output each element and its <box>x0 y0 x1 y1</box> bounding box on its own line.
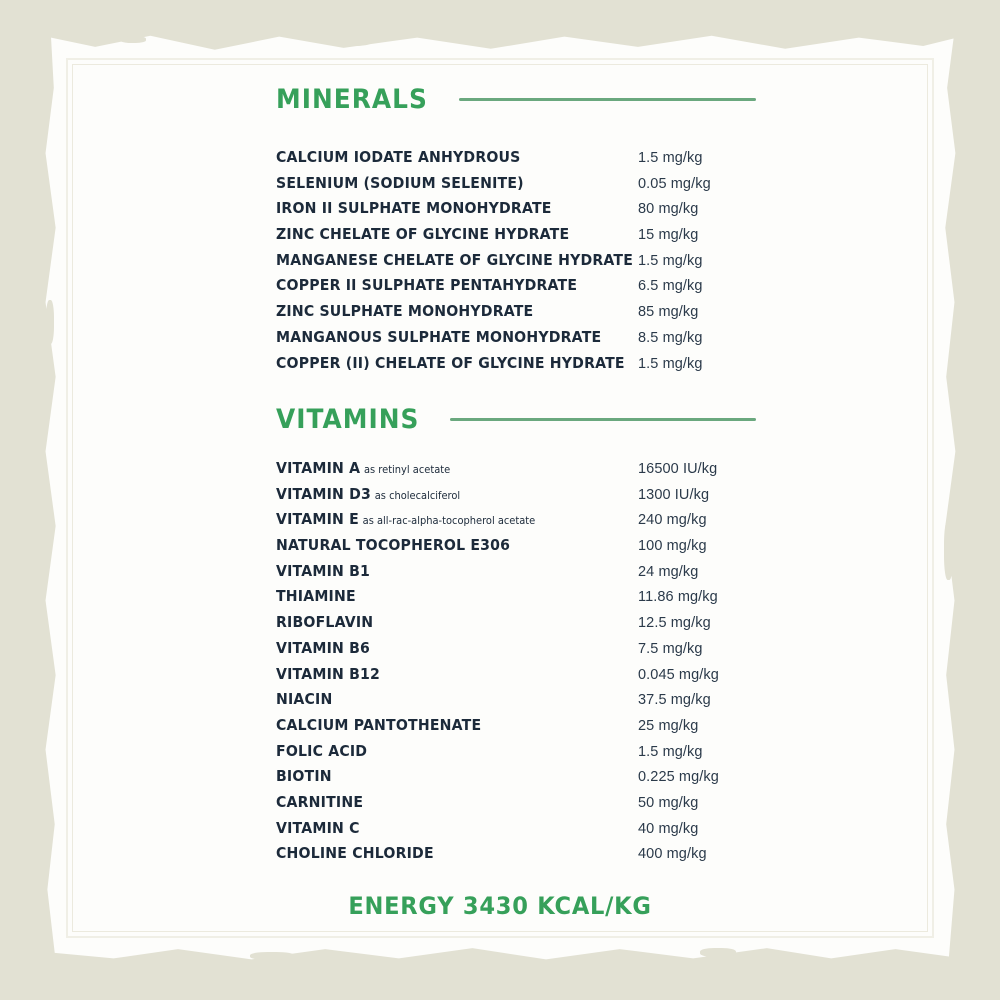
ingredient-value: 100 mg/kg <box>638 538 707 555</box>
list-item <box>276 639 796 665</box>
ingredient-value: 16500 IU/kg <box>638 461 718 477</box>
list-item <box>276 665 796 691</box>
ingredient-value: 6.5 mg/kg <box>638 278 703 295</box>
section-header-minerals <box>276 84 756 115</box>
ingredient-value: 1.5 mg/kg <box>638 743 703 760</box>
list-item <box>276 328 796 354</box>
section-rule <box>450 418 756 421</box>
list-item <box>276 819 796 845</box>
ingredient-value: 12.5 mg/kg <box>638 615 711 632</box>
ingredient-name-main: RIBOFLAVIN <box>276 613 374 632</box>
ingredient-name: SELENIUM (SODIUM SELENITE) <box>276 173 524 192</box>
list-item <box>276 354 796 380</box>
ingredient-name <box>276 767 616 785</box>
ingredient-name <box>276 639 616 657</box>
ingredient-qualifier: as all-rac-alpha-tocopherol acetate <box>362 515 536 528</box>
section-header-vitamins <box>276 404 756 435</box>
ingredient-name-main: VITAMIN B12 <box>276 664 381 683</box>
ingredient-value: 40 mg/kg <box>638 820 699 837</box>
section-title-minerals: MINERALS <box>276 84 428 115</box>
ingredient-name <box>276 819 616 837</box>
ingredient-name: ZINC SULPHATE MONOHYDRATE <box>276 302 534 321</box>
ingredient-value: 0.05 mg/kg <box>638 175 711 192</box>
ingredient-value: 11.86 mg/kg <box>638 589 718 606</box>
ingredient-name <box>276 485 616 503</box>
ingredient-value: 15 mg/kg <box>638 227 699 244</box>
list-item <box>276 225 796 251</box>
ingredient-value: 37.5 mg/kg <box>638 692 711 709</box>
list-item <box>276 302 796 328</box>
list-item <box>276 716 796 742</box>
list-item <box>276 844 796 870</box>
ingredient-name: MANGANESE CHELATE OF GLYCINE HYDRATE <box>276 250 634 269</box>
ingredient-name <box>276 459 616 477</box>
ingredient-name <box>276 716 616 734</box>
ingredient-value: 1300 IU/kg <box>638 486 710 503</box>
ingredient-name <box>276 793 616 811</box>
list-item <box>276 587 796 613</box>
list-item <box>276 793 796 819</box>
ingredient-name <box>276 742 616 760</box>
ingredient-value: 400 mg/kg <box>638 846 707 863</box>
ingredient-value: 25 mg/kg <box>638 717 699 734</box>
ingredient-value: 1.5 mg/kg <box>638 150 703 166</box>
minerals-list <box>276 148 796 379</box>
list-item <box>276 742 796 768</box>
list-item <box>276 562 796 588</box>
ingredient-name-main: CALCIUM PANTOTHENATE <box>276 715 482 734</box>
ingredient-name-main: BIOTIN <box>276 767 332 786</box>
ingredient-name <box>276 562 616 580</box>
ingredient-value: 1.5 mg/kg <box>638 252 703 269</box>
list-item <box>276 174 796 200</box>
ingredient-name-main: CARNITINE <box>276 792 364 811</box>
ingredient-name-main: NIACIN <box>276 690 333 709</box>
list-item <box>276 536 796 562</box>
list-item <box>276 148 796 174</box>
ingredient-value: 240 mg/kg <box>638 512 707 529</box>
list-item <box>276 459 796 485</box>
ingredient-value: 1.5 mg/kg <box>638 355 703 372</box>
list-item <box>276 199 796 225</box>
list-item <box>276 690 796 716</box>
ingredient-name-main: VITAMIN C <box>276 818 360 837</box>
section-title-vitamins: VITAMINS <box>276 404 420 435</box>
list-item <box>276 613 796 639</box>
ingredient-name <box>276 690 616 708</box>
ingredient-name-main: VITAMIN A <box>276 459 361 477</box>
ingredient-name: COPPER (II) CHELATE OF GLYCINE HYDRATE <box>276 353 625 372</box>
ingredient-name-main: VITAMIN E <box>276 510 359 529</box>
ingredient-name <box>276 587 616 605</box>
ingredient-name: CALCIUM IODATE ANHYDROUS <box>276 148 521 166</box>
ingredient-name-main: VITAMIN D3 <box>276 484 371 503</box>
ingredient-value: 50 mg/kg <box>638 794 699 811</box>
ingredient-value: 8.5 mg/kg <box>638 329 703 346</box>
ingredient-name: ZINC CHELATE OF GLYCINE HYDRATE <box>276 225 570 244</box>
list-item <box>276 510 796 536</box>
ingredient-name-main: FOLIC ACID <box>276 741 368 760</box>
ingredient-qualifier: as cholecalciferol <box>374 489 461 502</box>
ingredient-name <box>276 510 616 528</box>
ingredient-name: IRON II SULPHATE MONOHYDRATE <box>276 199 552 218</box>
list-item <box>276 276 796 302</box>
vitamins-list <box>276 459 796 870</box>
ingredient-value: 80 mg/kg <box>638 201 699 218</box>
ingredient-name <box>276 844 616 862</box>
list-item <box>276 251 796 277</box>
list-item <box>276 767 796 793</box>
ingredient-name-main: CHOLINE CHLORIDE <box>276 844 434 863</box>
ingredient-name <box>276 613 616 631</box>
ingredient-name <box>276 665 616 683</box>
ingredient-name-main: VITAMIN B1 <box>276 561 371 580</box>
ingredient-value: 0.045 mg/kg <box>638 666 719 683</box>
ingredient-value: 85 mg/kg <box>638 304 699 321</box>
ingredient-name-main: NATURAL TOCOPHEROL E306 <box>276 536 511 555</box>
ingredient-name <box>276 536 616 554</box>
ingredient-name-main: VITAMIN B6 <box>276 638 371 657</box>
list-item <box>276 485 796 511</box>
ingredient-value: 0.225 mg/kg <box>638 769 719 786</box>
energy-statement: ENERGY 3430 KCAL/KG <box>348 892 652 920</box>
ingredient-value: 7.5 mg/kg <box>638 640 703 657</box>
ingredient-name-main: THIAMINE <box>276 587 356 606</box>
ingredient-name: COPPER II SULPHATE PENTAHYDRATE <box>276 276 578 295</box>
ingredient-qualifier: as retinyl acetate <box>363 464 451 476</box>
section-rule <box>459 98 756 101</box>
ingredient-value: 24 mg/kg <box>638 563 699 580</box>
ingredient-name: MANGANOUS SULPHATE MONOHYDRATE <box>276 327 602 346</box>
